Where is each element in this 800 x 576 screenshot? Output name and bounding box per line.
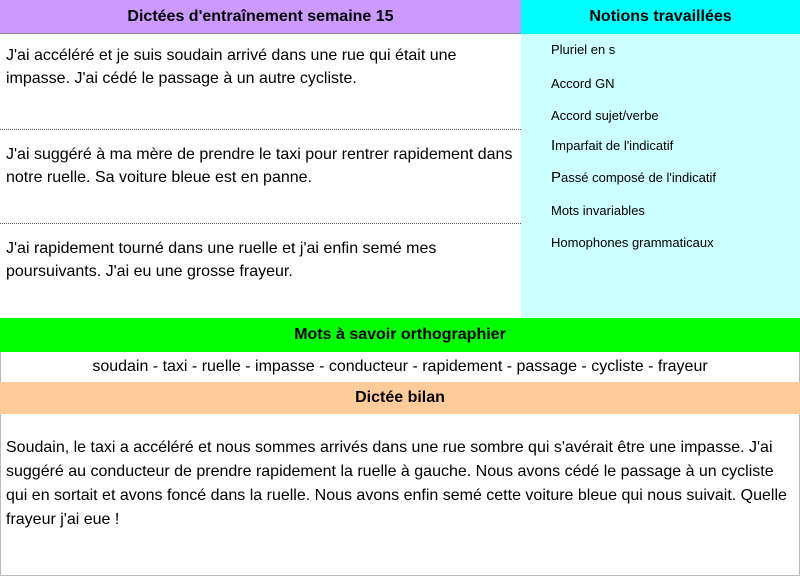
notion-imparfait	[551, 138, 673, 154]
notion-accord-sujet-verbe: Accord sujet/verbe	[551, 108, 659, 123]
bilan-header: Dictée bilan	[0, 382, 800, 414]
notions-panel	[521, 34, 800, 318]
dictees-header: Dictées d'entraînement semaine 15	[0, 0, 521, 34]
bilan-text: Soudain, le taxi a accéléré et nous sommes arrivés dans une rue sombre qui s'avérait être une impasse. J'ai suggéré au conducteur de prendre rapidement la ruelle à gauche. Nous avons cédé le passage à un cycliste qui en sortait et avons foncé dans la ruelle. Nous avons enfin semé cette voiture bleue qui nous suivait. Quelle frayeur j'ai eue !	[0, 414, 800, 576]
dictee-2: J'ai suggéré à ma mère de prendre le taxi pour rentrer rapidement dans notre ruelle. Sa voiture bleue est en panne.	[6, 146, 513, 186]
notion-imparfait-initial: I	[551, 137, 556, 154]
notion-imparfait-rest: mparfait de l'indicatif	[555, 138, 674, 153]
notion-passe-compose-initial: P	[551, 169, 562, 186]
divider	[0, 223, 521, 224]
notions-header: Notions travaillées	[521, 0, 800, 34]
mots-list: soudain - taxi - ruelle - impasse - conducteur - rapidement - passage - cycliste - frayeur	[0, 352, 800, 382]
notion-homophones: Homophones grammaticaux	[551, 235, 714, 250]
divider	[0, 129, 521, 130]
dictee-1: J'ai accéléré et je suis soudain arrivé dans une rue qui était une impasse. J'ai cédé le passage à un autre cycliste.	[6, 47, 457, 87]
notion-passe-compose	[551, 170, 716, 186]
mots-header: Mots à savoir orthographier	[0, 318, 800, 352]
notion-accord-gn: Accord GN	[551, 76, 615, 91]
notion-pluriel: Pluriel en s	[551, 42, 616, 57]
notion-passe-compose-rest: assé composé de l'indicatif	[561, 170, 716, 185]
dictee-3: J'ai rapidement tourné dans une ruelle et j'ai enfin semé mes poursuivants. J'ai eu une grosse frayeur.	[6, 240, 437, 280]
notion-mots-invariables: Mots invariables	[551, 203, 645, 218]
